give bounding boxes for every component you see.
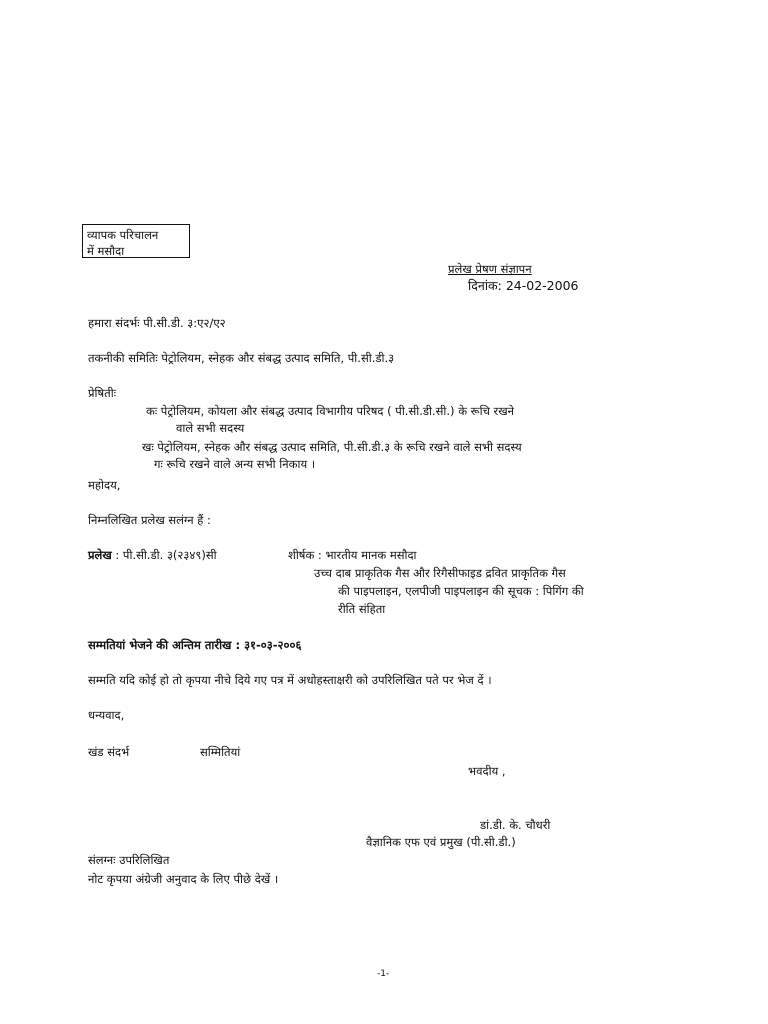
recipient-a-line1: कः पेट्रोलियम, कोयला और संबद्ध उत्पाद विभागीय परिषद ( पी.सी.डी.सी.) के रूचि रखने — [146, 404, 515, 418]
document-title-line2: की पाइपलाइन, एलपीजी पाइपलाइन की सूचक : पिगिंग की — [338, 584, 584, 598]
enclosed-intro: निम्नलिखित प्रलेख सलंग्न हैं : — [88, 513, 211, 527]
draft-status-line1: व्यापक परिचालन — [87, 228, 159, 242]
recipient-a-line2: वाले सभी सदस्य — [176, 421, 245, 435]
signatory-designation: वैज्ञानिक एफ एवं प्रमुख (पी.सी.डी.) — [366, 835, 516, 849]
instruction-line: सम्मति यदि कोई हो तो कृपया नीचे दिये गए पत्र में अधोहस्ताक्षरी को उपरिलिखित पते पर भेज दें । — [88, 673, 492, 687]
document-number-value: : पी.सी.डी. ३(२३४९)सी — [111, 548, 217, 562]
document-date: दिनांक: 24-02-2006 — [468, 277, 579, 293]
document-title-line1: उच्च दाब प्राकृतिक गैस और रिगैसीफाइड द्रवित प्राकृतिक गैस — [314, 566, 566, 580]
committee-line: तकनीकी समितिः पेट्रोलियम, स्नेहक और संबद्ध उत्पाद समिति, पी.सी.डी.३ — [88, 351, 395, 365]
draft-status-box — [82, 224, 190, 258]
salutation: महोदय, — [88, 478, 121, 492]
reference-line: हमारा संदर्भः पी.सी.डी. ३:ए२/ए२ — [88, 316, 226, 330]
comments-label: सम्मितियां — [200, 745, 241, 759]
enclosure-line: संलग्नः उपरिलिखित — [88, 853, 170, 867]
closing-line: भवदीय , — [468, 764, 506, 778]
page-number: -1- — [377, 969, 390, 979]
document-title-label: शीर्षक : भारतीय मानक मसौदा — [288, 548, 417, 562]
note-line: नोट कृपया अंग्रेजी अनुवाद के लिए पीछे देखें । — [88, 872, 279, 886]
clause-reference-label: खंड संदर्भ — [88, 745, 130, 759]
recipient-b: खः पेट्रोलियम, स्नेहक और संबद्ध उत्पाद समिति, पी.सी.डी.३ के रूचि रखने वाले सभी सदस्य — [142, 440, 522, 454]
document-header — [448, 262, 578, 294]
comment-deadline: सम्मतियां भेजने की अन्तिम तारीख : ३१-०३-२००६ — [88, 638, 302, 652]
document-label: प्रलेख — [88, 548, 112, 562]
document-number — [88, 548, 217, 564]
document-title: प्रलेख प्रेषण संज्ञापन — [448, 262, 532, 276]
recipient-c: गः रूचि रखने वाले अन्य सभी निकाय । — [154, 457, 316, 471]
document-title-line3: रीति संहिता — [338, 602, 386, 616]
recipients-label: प्रेषितीः — [88, 386, 117, 400]
thanks-line: धन्यवाद, — [88, 708, 125, 722]
draft-status-line2: में मसौदा — [87, 244, 125, 259]
signatory-name: डां.डी. के. चौधरी — [480, 818, 551, 832]
